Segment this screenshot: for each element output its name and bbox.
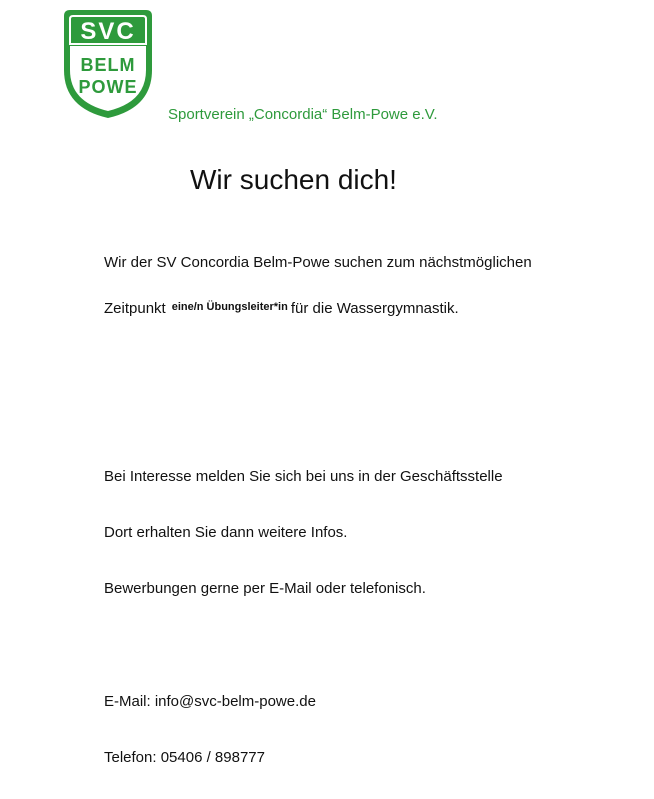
- body-line-5: Bewerbungen gerne per E-Mail oder telefonisch.: [104, 580, 426, 597]
- body-line-4: Dort erhalten Sie dann weitere Infos.: [104, 524, 348, 541]
- logo-text-powe: POWE: [78, 77, 138, 97]
- club-name: Sportverein „Concordia“ Belm-Powe e.V.: [168, 106, 438, 123]
- headline: Wir suchen dich!: [190, 164, 397, 195]
- contact-email: E-Mail: info@svc-belm-powe.de: [104, 693, 316, 710]
- role-title: eine/n Übungsleiter*in: [171, 301, 288, 313]
- contact-phone: Telefon: 05406 / 898777: [104, 749, 265, 766]
- body-line-3: Bei Interesse melden Sie sich bei uns in der Geschäftsstelle: [104, 468, 503, 485]
- logo-text-svc: SVC: [80, 18, 136, 45]
- body-line-1: Wir der SV Concordia Belm-Powe suchen zum nächstmöglichen: [104, 254, 532, 271]
- club-logo: [62, 8, 154, 120]
- body-line-2-prefix: Zeitpunkt: [104, 300, 166, 317]
- logo-text-belm: BELM: [80, 55, 136, 75]
- body-line-2: [104, 300, 459, 317]
- body-line-2-suffix: für die Wassergymnastik.: [290, 300, 459, 317]
